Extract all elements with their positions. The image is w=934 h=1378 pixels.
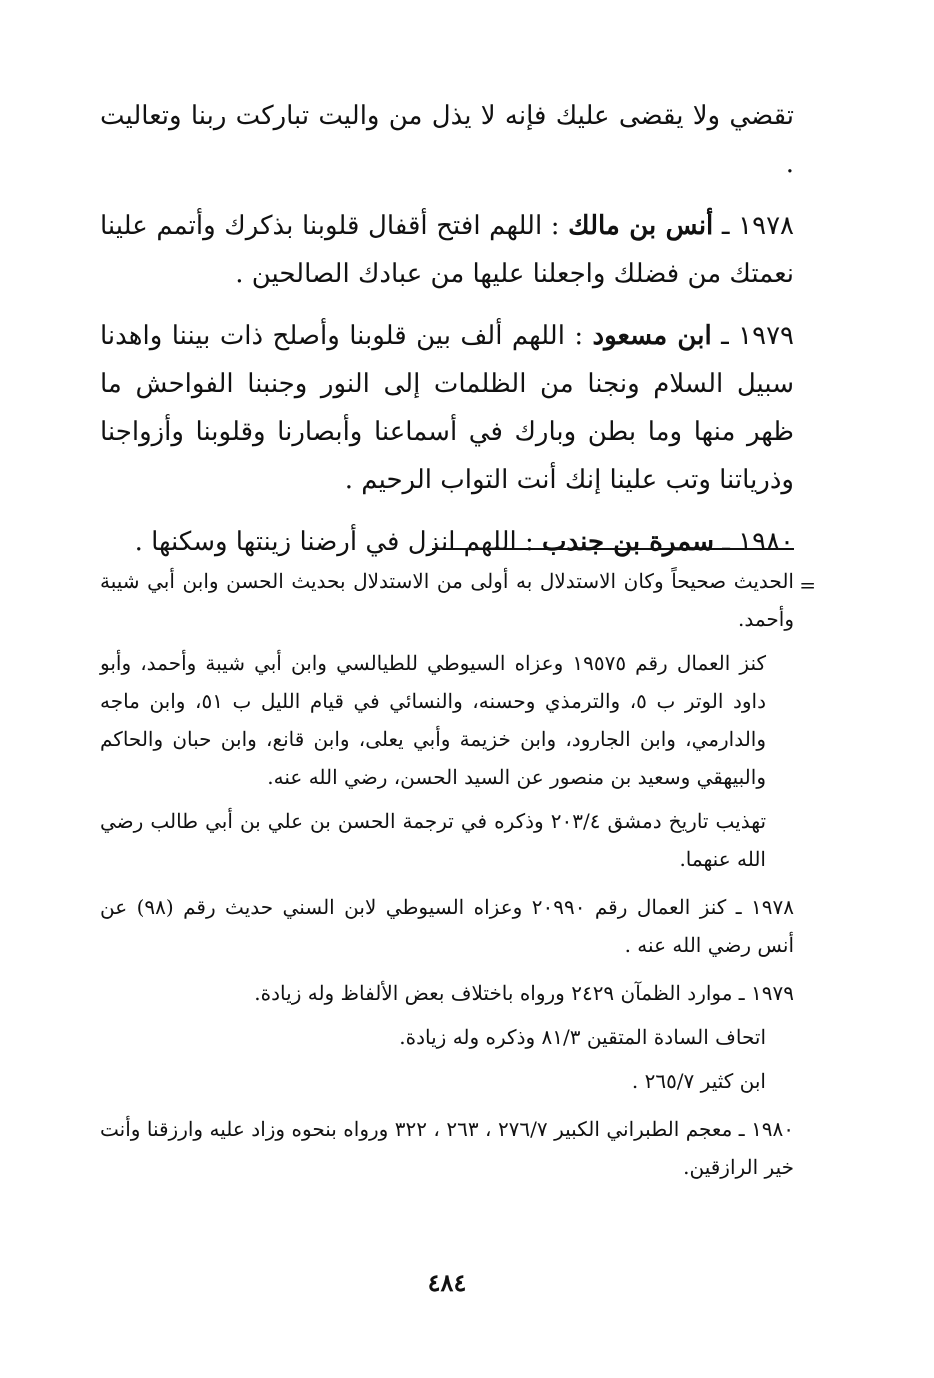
footnote-1980: ١٩٨٠ ـ معجم الطبراني الكبير ٢٧٦/٧ ، ٢٦٣ ، ٣٢٢ ورواه بنحوه وزاد عليه وارزقنا وأنت خير الرازقين. xyxy=(100,1117,795,1179)
entry-number: ١٩٨٠ ـ xyxy=(713,527,794,557)
footnote-ithaf: اتحاف السادة المتقين ٨١/٣ وذكره وله زيادة. xyxy=(399,1025,766,1049)
narrator-name: أنس بن مالك xyxy=(568,211,714,241)
entry-text: : اللهم انزل في أرضنا زينتها وسكنها . xyxy=(134,527,543,557)
entry-1980 xyxy=(100,518,794,566)
footnote-tahdhib: تهذيب تاريخ دمشق ٢٠٣/٤ وذكره في ترجمة الحسن بن علي بن أبي طالب رضي الله عنهما. xyxy=(100,809,767,871)
footnote-divider xyxy=(432,548,794,550)
continuation-mark: = xyxy=(799,573,816,597)
footnote-ibn-kathir: ابن كثير ٢٦٥/٧ . xyxy=(631,1069,766,1093)
entry-number: ١٩٧٨ ـ xyxy=(713,211,794,241)
main-text xyxy=(100,92,794,580)
entry-text: : اللهم ألف بين قلوبنا وأصلح ذات بيننا واهدنا سبيل السلام ونجنا من الظلمات إلى النور وجنبنا الفواحش ما ظهر منها وما بطن وبارك في أسماعنا وأبصارنا وقلوبنا وأزواجنا وذرياتنا وتب علينا إنك أنت التواب الرحيم . xyxy=(100,321,794,495)
book-page xyxy=(100,0,816,1378)
entry-text: : اللهم افتح أقفال قلوبنا بذكرك وأتمم علينا نعمتك من فضلك واجعلنا عليها من عبادك الصالحين . xyxy=(100,211,794,289)
footnotes xyxy=(100,562,816,1192)
footnote-kanz: كنز العمال رقم ١٩٥٧٥ وعزاه السيوطي للطيالسي وابن أبي شيبة وأحمد، وأبو داود الوتر ب ٥، والترمذي وحسنه، والنسائي في قيام الليل ب ٥١، وابن ماجه والدارمي، وابن الجارود، وابن خزيمة وأبي يعلى، وابن قانع، وابن حبان والحاكم والبيهقي وسعيد بن منصور عن السيد الحسن، رضي الله عنه. xyxy=(100,651,767,789)
entry-number: ١٩٧٩ ـ xyxy=(711,321,794,351)
narrator-name: ابن مسعود xyxy=(592,321,712,351)
footnote-text: الحديث صحيحاً وكان الاستدلال به أولى من الاستدلال بحديث الحسن وابن أبي شيبة وأحمد. xyxy=(100,569,794,631)
paragraph-continuation: تقضي ولا يقضى عليك فإنه لا يذل من واليت تباركت ربنا وتعاليت . xyxy=(100,101,794,179)
narrator-name: سمرة بن جندب xyxy=(542,527,714,557)
footnote-1979: ١٩٧٩ ـ موارد الظمآن ٢٤٢٩ ورواه باختلاف بعض الألفاظ وله زيادة. xyxy=(254,981,794,1005)
footnote-continued xyxy=(100,562,816,638)
page-number: ٤٨٤ xyxy=(427,1268,467,1297)
entry-1978 xyxy=(100,202,794,298)
entry-1979 xyxy=(100,312,794,504)
footnote-1978: ١٩٧٨ ـ كنز العمال رقم ٢٠٩٩٠ وعزاه السيوطي لابن السني حديث رقم (٩٨) عن أنس رضي الله عنه . xyxy=(100,895,794,957)
